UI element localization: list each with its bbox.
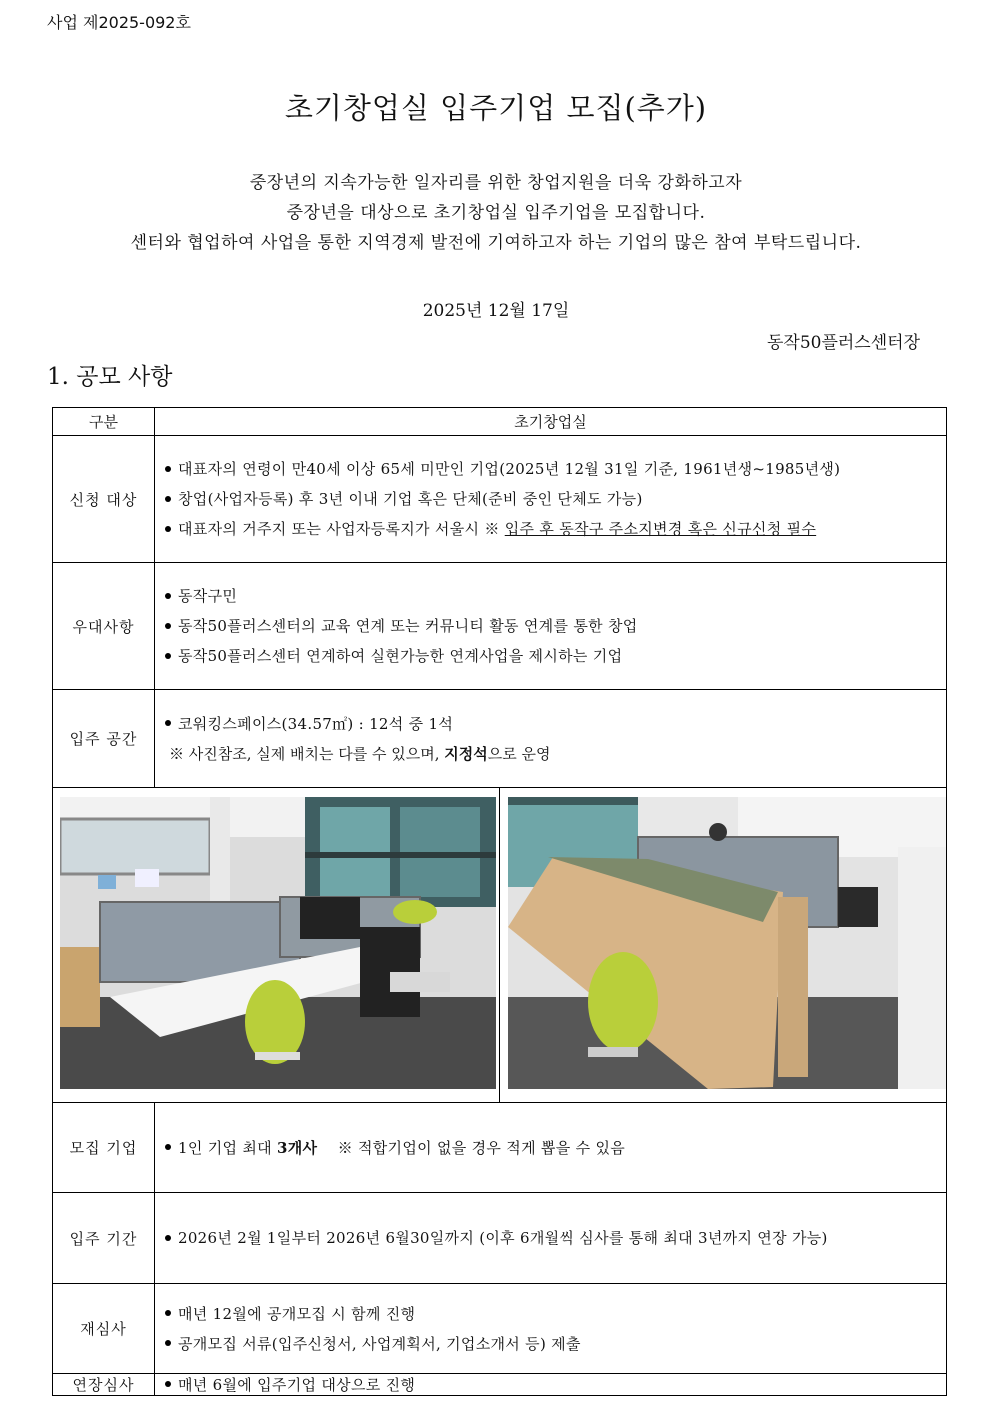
label-eligibility: 신청 대상 [53,436,155,563]
list-item [163,484,946,514]
bullet-icon [165,496,171,502]
item-text: 대표자의 거주지 또는 사업자등록지가 서울시 ※ [178,520,505,538]
item-text: 매년 12월에 공개모집 시 함께 진행 [178,1304,416,1323]
row-photos [53,788,947,1103]
list-item [163,514,946,544]
bullet-icon [165,1144,171,1150]
bullet-icon [165,1340,171,1346]
list-item [163,581,946,611]
bullet-icon [165,526,171,532]
row-period [53,1193,947,1284]
row-recruit [53,1103,947,1193]
bullet-icon [165,623,171,629]
table-header-row [53,408,947,436]
content-recruit [155,1103,947,1193]
document-number: 사업 제2025-092호 [47,13,191,32]
row-review [53,1284,947,1374]
label-preference: 우대사항 [53,563,155,690]
document-title: 초기창업실 입주기업 모집(추가) [284,91,708,125]
note-text: ※ 사진참조, 실제 배치는 다를 수 있으며, [169,744,445,763]
bullet-icon [165,1235,171,1241]
list-item [163,1329,946,1359]
list-item [163,1223,946,1253]
item-text: 코워킹스페이스(34.57㎡) : 12석 중 1석 [178,714,454,733]
item-text: 공개모집 서류(입주신청서, 사업계획서, 기업소개서 등) 제출 [178,1334,581,1353]
bullet-icon [165,653,171,659]
bullet-icon [165,1381,171,1387]
item-text: 동작50플러스센터의 교육 연계 또는 커뮤니티 활동 연계를 통한 창업 [178,617,638,635]
item-text: 동작구민 [178,587,238,605]
recruit-count: 3개사 [277,1138,318,1157]
item-text: 대표자의 연령이 만40세 이상 65세 미만인 기업(2025년 12월 31일 기준, 1961년생~1985년생) [178,460,841,478]
label-period: 입주 기간 [53,1193,155,1284]
label-space: 입주 공간 [53,690,155,788]
photo-cell-right [500,788,947,1103]
row-eligibility [53,436,947,563]
intro-paragraph [0,168,992,258]
label-review: 재심사 [53,1284,155,1374]
row-preference [53,563,947,690]
header-category: 구분 [53,408,155,436]
label-recruit: 모집 기업 [53,1103,155,1193]
list-item [163,709,946,739]
list-item [163,454,946,484]
recruitment-table [52,407,947,1396]
item-text: 창업(사업자등록) 후 3년 이내 기업 혹은 단체(준비 중인 단체도 가능) [178,490,643,508]
item-text: 2026년 2월 1일부터 2026년 6월30일까지 (이후 6개월씩 심사를 통해 최대 3년까지 연장 가능) [178,1229,828,1247]
row-extension [53,1374,947,1396]
content-review [155,1284,947,1374]
bullet-icon [165,1310,171,1316]
photo-cell-left [53,788,500,1103]
section-heading: 1. 공모 사항 [47,364,173,390]
list-item [163,1375,946,1395]
content-period [155,1193,947,1284]
item-text: ※ 적합기업이 없을 경우 적게 뽑을 수 있음 [317,1138,626,1157]
row-space [53,690,947,788]
bullet-icon [165,720,171,726]
issuer: 동작50플러스센터장 [766,333,920,353]
bullet-icon [165,466,171,472]
list-item [163,1299,946,1329]
list-item [163,1133,946,1163]
content-extension [155,1374,947,1396]
underlined-requirement: 입주 후 동작구 주소지변경 혹은 신규신청 필수 [504,520,817,538]
announcement-date: 2025년 12월 17일 [422,301,570,321]
header-program: 초기창업실 [155,408,947,436]
intro-line: 센터와 협업하여 사업을 통한 지역경제 발전에 기여하고자 하는 기업의 많은 참여 부탁드립니다. [130,233,862,253]
list-item [163,641,946,671]
content-space [155,690,947,788]
item-text: 매년 6월에 입주기업 대상으로 진행 [178,1375,416,1394]
list-item [163,611,946,641]
note-bold: 지정석 [444,744,488,763]
item-text: 동작50플러스센터 연계하여 실현가능한 연계사업을 제시하는 기업 [178,647,623,665]
intro-line: 중장년의 지속가능한 일자리를 위한 창업지원을 더욱 강화하고자 [249,173,743,193]
label-extension: 연장심사 [53,1374,155,1396]
content-eligibility [155,436,947,563]
note-text: 으로 운영 [487,744,551,763]
bullet-icon [165,593,171,599]
content-preference [155,563,947,690]
item-text: 1인 기업 최대 [178,1138,277,1157]
coworking-photo-2 [508,797,946,1089]
space-note [163,739,946,769]
coworking-photo-1 [60,797,496,1089]
intro-line: 중장년을 대상으로 초기창업실 입주기업을 모집합니다. [286,203,706,223]
